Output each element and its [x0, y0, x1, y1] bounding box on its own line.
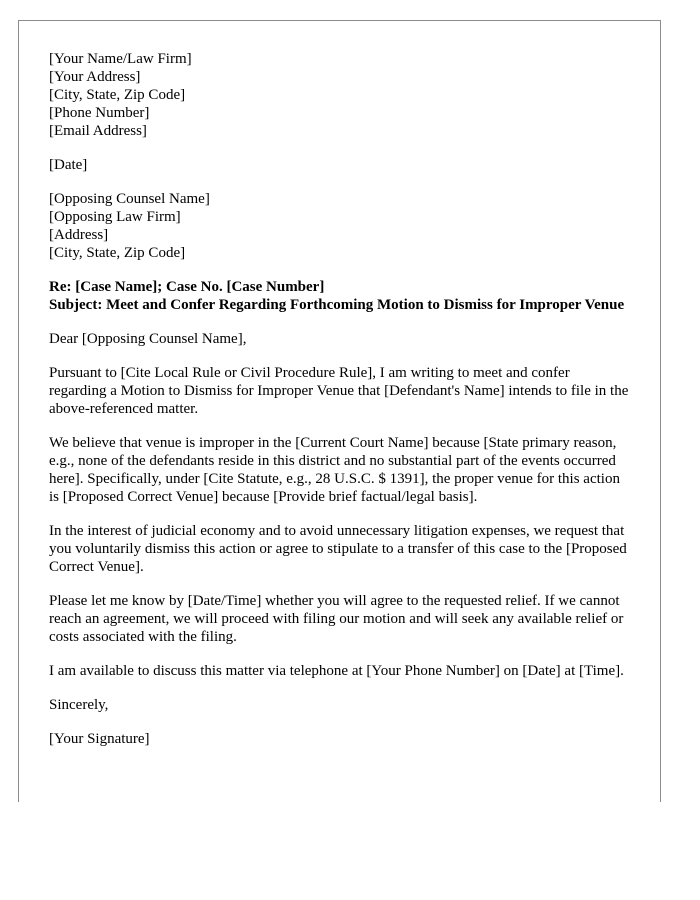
letter-page: [18, 20, 661, 802]
closing: Sincerely,: [49, 697, 109, 713]
sender-phone: [Phone Number]: [49, 105, 150, 121]
recipient-address: [Address]: [49, 227, 109, 243]
reference-block: [49, 278, 630, 314]
body-paragraph-1: Pursuant to [Cite Local Rule or Civil Procedure Rule], I am writing to meet and confer regarding a Motion to Dismiss for Improper Venue that [Defendant's Name] intends to file in the above-referenced matter.: [49, 365, 629, 417]
body-paragraph-2: We believe that venue is improper in the [Current Court Name] because [State primary reason, e.g., none of the defendants reside in this district and no substantial part of the events occurred here]. Specifically, under [Cite Statute, e.g., 28 U.S.C. $ 1391], the proper venue for this action is [Proposed Correct Venue] because [Provide brief factual/legal basis].: [49, 435, 620, 505]
date-block: [49, 156, 630, 174]
letter-date: [Date]: [49, 157, 88, 173]
body-paragraph-3: In the interest of judicial economy and to avoid unnecessary litigation expenses, we request that you voluntarily dismiss this action or agree to stipulate to a transfer of this case to the [Proposed Correct Venue].: [49, 523, 627, 575]
recipient-name: [Opposing Counsel Name]: [49, 191, 210, 207]
sender-address: [Your Address]: [49, 69, 141, 85]
salutation: Dear [Opposing Counsel Name],: [49, 331, 247, 347]
recipient-firm: [Opposing Law Firm]: [49, 209, 181, 225]
body-paragraph-4: Please let me know by [Date/Time] whether you will agree to the requested relief. If we cannot reach an agreement, we will proceed with filing our motion and will seek any available relief or costs associated with the filing.: [49, 593, 624, 645]
body-paragraph-5: I am available to discuss this matter via telephone at [Your Phone Number] on [Date] at [Time].: [49, 663, 624, 679]
signature: [Your Signature]: [49, 731, 150, 747]
recipient-city-state-zip: [City, State, Zip Code]: [49, 245, 186, 261]
subject-line: Subject: Meet and Confer Regarding Forthcoming Motion to Dismiss for Improper Venue: [49, 297, 625, 313]
sender-block: [49, 50, 630, 140]
re-line: Re: [Case Name]; Case No. [Case Number]: [49, 279, 325, 295]
sender-email: [Email Address]: [49, 123, 147, 139]
sender-name: [Your Name/Law Firm]: [49, 51, 192, 67]
sender-city-state-zip: [City, State, Zip Code]: [49, 87, 186, 103]
recipient-block: [49, 190, 630, 262]
